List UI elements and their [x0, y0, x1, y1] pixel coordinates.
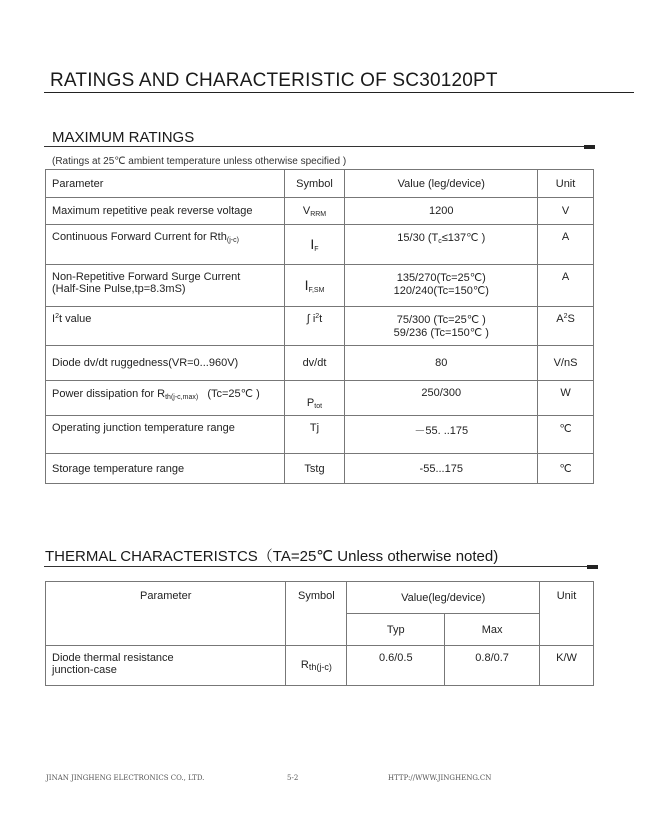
symbol-cell: $I_{F,SM}$: [284, 265, 345, 307]
max-ratings-note: (Ratings at 25℃ ambient temperature unless otherwise specified ): [52, 156, 347, 167]
value-cell: －55. ..175: [345, 416, 538, 454]
unit-cell: V/nS: [538, 346, 594, 381]
header-value: Value (leg/device): [345, 170, 538, 198]
table-row: [46, 646, 594, 686]
header-value: Value(leg/device): [347, 582, 540, 614]
header-unit: Unit: [540, 582, 594, 646]
footer-url: HTTP://WWW.JINGHENG.CN: [388, 774, 492, 782]
table-row: [46, 225, 594, 265]
table-row: [46, 346, 594, 381]
value-cell: 250/300: [345, 381, 538, 416]
table-row: [46, 454, 594, 484]
header-symbol: Symbol: [286, 582, 347, 646]
symbol-cell: $V_{RRM}$: [284, 198, 345, 225]
value-cell: 135/270(Tc=25℃) 120/240(Tc=150℃): [345, 265, 538, 307]
thermal-rule-mark: [587, 565, 598, 569]
page-title: RATINGS AND CHARACTERISTIC OF SC30120PT: [50, 70, 498, 91]
param-cell: Diode dv/dt ruggedness(VR=0...960V): [46, 346, 285, 381]
param-cell: Operating junction temperature range: [46, 416, 285, 454]
footer-page-number: 5-2: [287, 774, 299, 782]
header-symbol: Symbol: [284, 170, 345, 198]
max-ratings-rule-mark: [584, 145, 595, 149]
max-ratings-rule: [44, 146, 595, 147]
table-header-row: [46, 170, 594, 198]
header-parameter: Parameter: [46, 170, 285, 198]
thermal-title: THERMAL CHARACTERISTCS（TA=25℃ Unless otherwise noted): [45, 548, 499, 565]
symbol-cell: ∫ $i^2t$: [284, 307, 345, 346]
max-cell: 0.8/0.7: [445, 646, 540, 686]
unit-cell: $A^2S$: [538, 307, 594, 346]
param-cell: Storage temperature range: [46, 454, 285, 484]
typ-cell: 0.6/0.5: [347, 646, 445, 686]
unit-cell: ℃: [538, 454, 594, 484]
symbol-cell: dv/dt: [284, 346, 345, 381]
footer-company: JINAN JINGHENG ELECTRONICS CO., LTD.: [46, 774, 205, 782]
symbol-cell: Tj: [284, 416, 345, 454]
table-row: [46, 416, 594, 454]
header-unit: Unit: [538, 170, 594, 198]
symbol-cell: $R_{th(j-c)}$: [286, 646, 347, 686]
symbol-cell: Tstg: [284, 454, 345, 484]
param-cell: Maximum repetitive peak reverse voltage: [46, 198, 285, 225]
value-cell: -55...175: [345, 454, 538, 484]
table-row: [46, 265, 594, 307]
value-cell: 1200: [345, 198, 538, 225]
table-row: [46, 307, 594, 346]
thermal-table: [45, 581, 594, 686]
param-cell: Non-Repetitive Forward Surge Current (Half-Sine Pulse,tp=8.3mS): [46, 265, 285, 307]
header-typ: Typ: [347, 614, 445, 646]
symbol-cell: $I_F$: [284, 225, 345, 265]
header-parameter: Parameter: [46, 582, 286, 646]
unit-cell: A: [538, 265, 594, 307]
table-row: [46, 381, 594, 416]
header-max: Max: [445, 614, 540, 646]
unit-cell: A: [538, 225, 594, 265]
value-cell: 80: [345, 346, 538, 381]
unit-cell: K/W: [540, 646, 594, 686]
symbol-cell: $P_{tot}$: [284, 381, 345, 416]
param-cell: $I^2t$ value: [46, 307, 285, 346]
thermal-rule: [44, 566, 597, 567]
unit-cell: V: [538, 198, 594, 225]
param-cell: Diode thermal resistance junction-case: [46, 646, 286, 686]
table-header-row: [46, 582, 594, 614]
param-cell: Continuous Forward Current for Rth$_{(j-c)}$: [46, 225, 285, 265]
unit-cell: W: [538, 381, 594, 416]
max-ratings-title: MAXIMUM RATINGS: [52, 129, 195, 146]
param-cell: Power dissipation for $R_{th(j-c,max)}$ (Tc=25℃ ): [46, 381, 285, 416]
max-ratings-table: [45, 169, 594, 484]
unit-cell: ℃: [538, 416, 594, 454]
title-rule: [44, 92, 634, 93]
value-cell: 15/30 ($T_c\le 137℃$ ): [345, 225, 538, 265]
table-row: [46, 198, 594, 225]
value-cell: 75/300 (Tc=25℃ ) 59/236 (Tc=150℃ ): [345, 307, 538, 346]
